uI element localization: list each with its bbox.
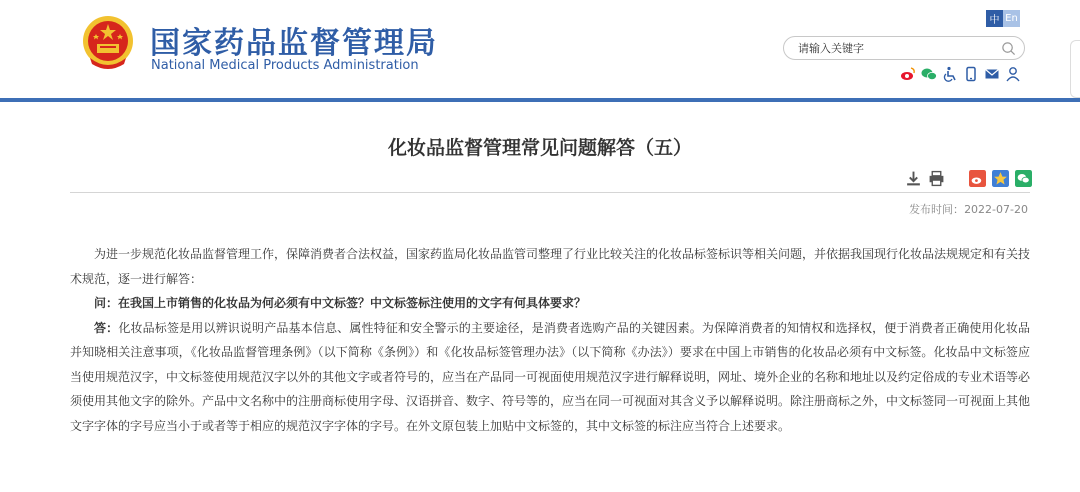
- search-icon[interactable]: [1001, 41, 1016, 56]
- weibo-icon[interactable]: [900, 66, 916, 82]
- publish-date-value: 2022-07-20: [964, 203, 1028, 216]
- accessibility-icon[interactable]: [942, 66, 958, 82]
- site-subtitle: National Medical Products Administration: [151, 58, 419, 73]
- title-divider: [70, 192, 1030, 193]
- article-title: 化妆品监督管理常见问题解答（五）: [387, 137, 692, 159]
- publish-date-label: 发布时间：: [909, 203, 965, 216]
- user-icon[interactable]: [1005, 66, 1021, 82]
- wechat-share-icon[interactable]: [1015, 170, 1032, 187]
- national-emblem-icon[interactable]: [80, 14, 136, 72]
- lang-zh-button[interactable]: 中: [986, 10, 1003, 27]
- social-links: [900, 66, 1021, 82]
- qzone-share-icon[interactable]: [992, 170, 1009, 187]
- side-tab[interactable]: [1070, 40, 1080, 98]
- question-paragraph: 问：在我国上市销售的化妆品为何必须有中文标签？中文标签标注使用的文字有何具体要求？: [94, 296, 587, 310]
- wechat-icon[interactable]: [921, 66, 937, 82]
- site-title[interactable]: 国家药品监督管理局: [150, 26, 438, 61]
- answer-text: 化妆品标签是用以辨识说明产品基本信息、属性特征和安全警示的主要途径，是消费者选购产品的关键因素。为保障消费者的知情权和选择权，便于消费者正确使用化妆品并知晓相关注意事项，《化妆品监督管理条例》（以下简称《条例》）和《化妆品标签管理办法》（以下简称《办法》）要求在中国上市销售的化妆品必须有中文标签。化妆品中文标签应当使用规范汉字，中文标签使用规范汉字以外的其他文字或者符号的，应当在产品同一可视面使用规范汉字进行解释说明，网址、境外企业的名称和地址以及约定俗成的专业术语等必须使用其他文字的除外。产品中文名称中的注册商标使用字母、汉语拼音、数字、符号等的，应当在同一可视面对其含义予以解释说明。除注册商标之外，中文标签同一可视面上其他文字字体的字号应当小于或者等于相应的规范汉字字体的字号。在外文原包装上加贴中文标签的，其中文标签的标注应当符合上述要求。: [70, 320, 1031, 433]
- site-header: [0, 0, 1080, 98]
- mail-icon[interactable]: [984, 66, 1000, 82]
- lang-en-button[interactable]: En: [1003, 10, 1020, 27]
- mobile-icon[interactable]: [963, 66, 979, 82]
- weibo-share-icon[interactable]: [969, 170, 986, 187]
- article-tools: [905, 170, 1032, 187]
- language-switch: [986, 10, 1020, 27]
- answer-label: 答：: [94, 320, 119, 335]
- answer-paragraph: [70, 316, 1030, 439]
- search-input[interactable]: [798, 40, 998, 56]
- intro-paragraph: 为进一步规范化妆品监督管理工作，保障消费者合法权益，国家药监局化妆品监管司整理了行业比较关注的化妆品标签标识等相关问题，并依据我国现行化妆品法规规定和有关技术规范，逐一进行解答：: [70, 247, 1031, 286]
- download-icon[interactable]: [905, 170, 922, 187]
- header-divider: [0, 98, 1080, 102]
- publish-date: [909, 201, 1028, 217]
- article-body: [70, 242, 1030, 438]
- search-box: [783, 36, 1025, 60]
- print-icon[interactable]: [928, 170, 945, 187]
